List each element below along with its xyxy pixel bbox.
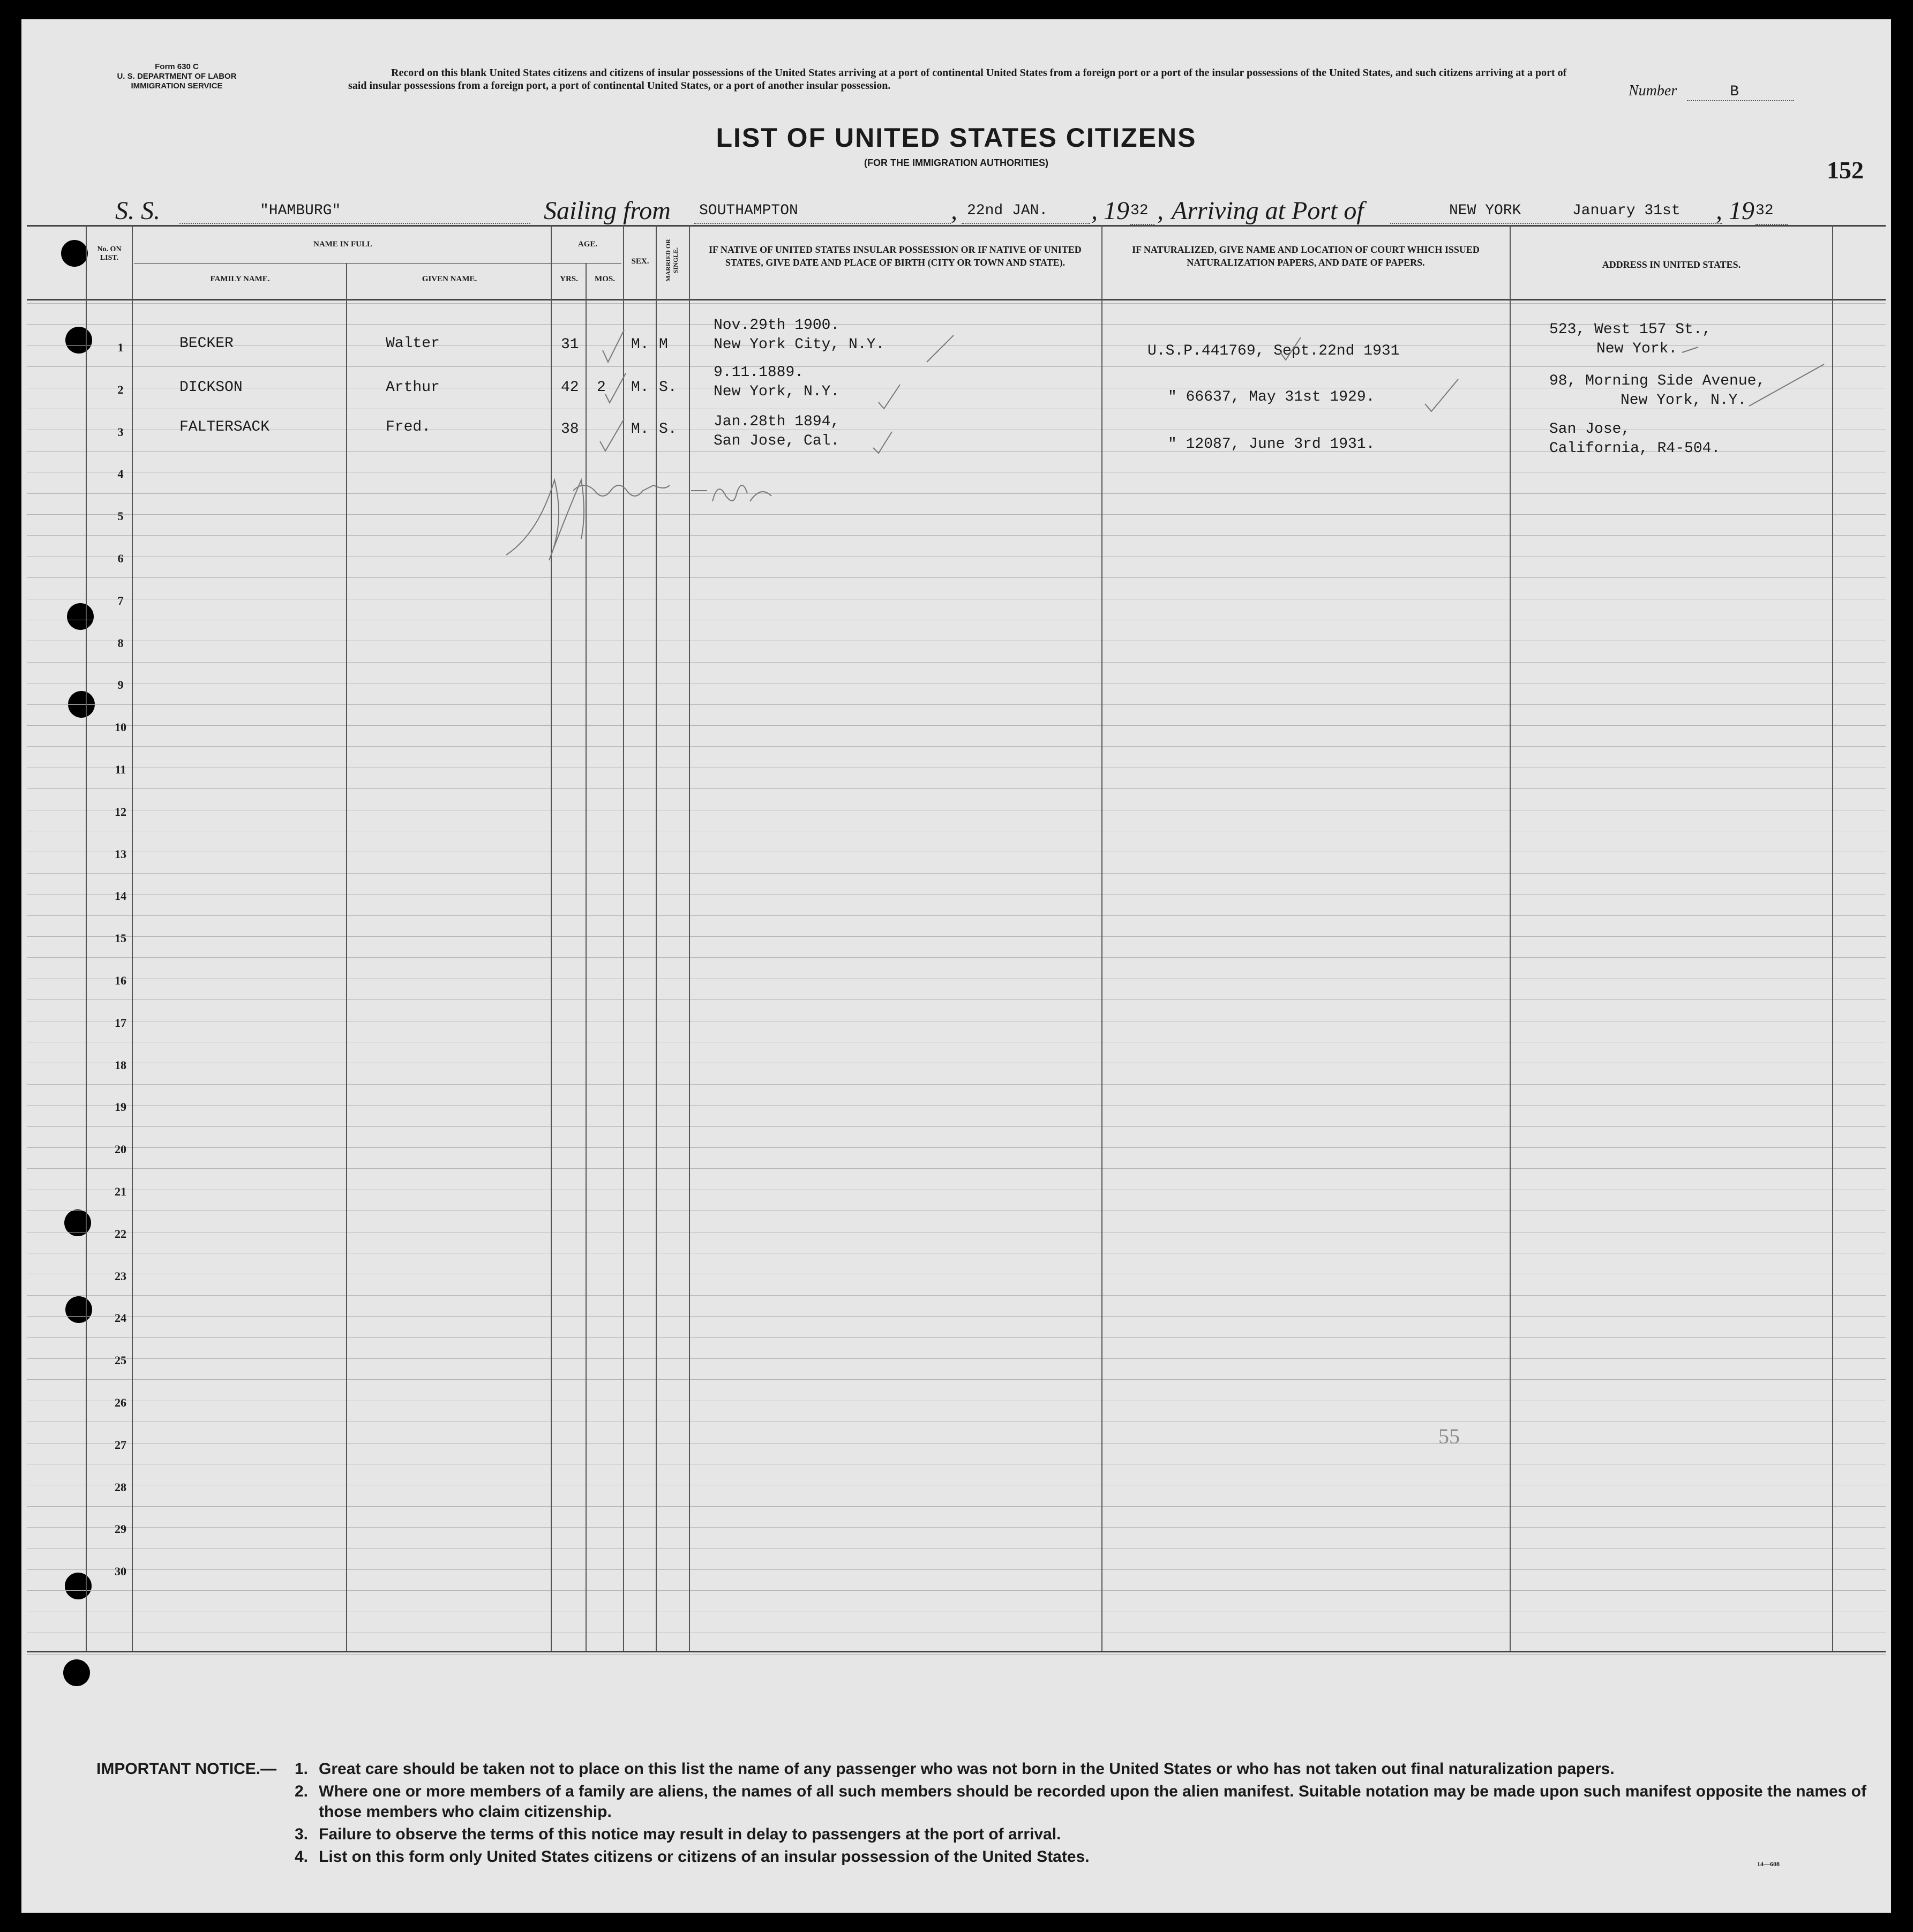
line-number: 4 <box>117 467 124 480</box>
line-number: 7 <box>117 594 124 607</box>
sailing-label: Sailing from <box>544 197 671 225</box>
given-name: Arthur <box>386 379 440 396</box>
header-name-in-full: NAME IN FULL <box>313 240 372 249</box>
header-years: YRS. <box>560 275 578 283</box>
birth-place: San Jose, Cal. <box>714 433 840 449</box>
line-number: 5 <box>117 509 124 523</box>
notice-heading: IMPORTANT NOTICE.— <box>96 1760 277 1778</box>
header-naturalized: IF NATURALIZED, GIVE NAME AND LOCATION OF COURT WHICH ISSUED NATURALIZATION PAPERS, AND DATE OF PAPERS. <box>1132 244 1480 268</box>
header-birth: IF NATIVE OF UNITED STATES INSULAR POSSESSION OR IF NATIVE OF UNITED STATES, GIVE DATE AND PLACE OF BIRTH (CITY OR TOWN AND STATE). <box>709 244 1082 268</box>
naturalization-papers: " 12087, June 3rd 1931. <box>1168 436 1375 453</box>
notice-item <box>295 1847 1891 1867</box>
comma: , <box>1716 197 1722 225</box>
address-line-1: 98, Morning Side Avenue, <box>1549 373 1766 389</box>
address-line-2: New York, N.Y. <box>1621 392 1747 409</box>
family-name: BECKER <box>179 335 234 352</box>
line-number: 3 <box>117 425 124 439</box>
naturalization-papers: " 66637, May 31st 1929. <box>1168 389 1375 405</box>
check-mark <box>873 432 892 453</box>
birth-date: 9.11.1889. <box>714 364 804 381</box>
address-line-2: California, R4-504. <box>1549 440 1721 457</box>
birth-date: Jan.28th 1894, <box>714 414 840 430</box>
sailing-date: 22nd JAN. <box>962 202 1090 224</box>
department-name: U. S. DEPARTMENT OF LABOR <box>117 72 237 81</box>
given-name: Walter <box>386 335 440 352</box>
address-line-1: 523, West 157 St., <box>1549 321 1712 338</box>
marital-status: S. <box>659 379 677 396</box>
arrival-date: January 31st <box>1572 202 1681 219</box>
notice-item-number: 2. <box>295 1783 309 1800</box>
line-number: 16 <box>115 974 126 987</box>
check-mark <box>927 335 954 362</box>
birth-place: New York City, N.Y. <box>714 336 885 353</box>
line-number: 12 <box>115 805 126 818</box>
line-number: 1 <box>117 341 124 354</box>
line-number: 10 <box>115 720 126 734</box>
family-name: FALTERSACK <box>179 419 270 435</box>
arrival-port: NEW YORK <box>1390 202 1722 224</box>
line-number: 30 <box>115 1565 126 1578</box>
line-number: 21 <box>115 1185 126 1198</box>
line-number: 9 <box>117 678 124 691</box>
line-number: 2 <box>117 383 124 396</box>
line-number: 23 <box>115 1269 126 1283</box>
arriving-label: Arriving at Port of <box>1172 197 1364 225</box>
header-address: ADDRESS IN UNITED STATES. <box>1602 259 1741 270</box>
line-number: 20 <box>115 1142 126 1156</box>
header-months: MOS. <box>595 275 615 283</box>
stamp-number: 55 <box>1438 1424 1460 1448</box>
family-name: DICKSON <box>179 379 243 396</box>
age-years: 38 <box>561 421 579 438</box>
check-mark <box>1682 347 1698 352</box>
line-number: 25 <box>115 1354 126 1367</box>
notice-item <box>295 1824 1891 1845</box>
comma: , <box>951 197 957 225</box>
line-number: 27 <box>115 1438 126 1452</box>
number-label: Number <box>1629 82 1677 99</box>
notice-item-number: 4. <box>295 1848 309 1866</box>
check-mark <box>1749 364 1824 406</box>
check-mark <box>603 330 624 362</box>
notice-item-text: Great care should be taken not to place on this list the name of any passenger who was not born in the United States or who has not taken out final naturalization papers. <box>319 1760 1615 1778</box>
manifest-sheet <box>21 19 1891 1913</box>
notice-item-text: Where one or more members of a family are aliens, the names of all such members should be recorded upon the alien manifest. Suitable notation may be made upon such manifest opposite the names of those members who claim citizenship. <box>319 1783 1866 1821</box>
page-title: LIST OF UNITED STATES CITIZENS <box>716 123 1197 153</box>
check-mark <box>600 419 624 451</box>
line-number: 17 <box>115 1016 126 1029</box>
comma: , <box>1157 197 1164 225</box>
line-number: 18 <box>115 1058 126 1072</box>
marital-status: M <box>659 336 668 353</box>
line-number: 29 <box>115 1522 126 1536</box>
arrival-year: 32 <box>1756 202 1788 225</box>
header-given-name: GIVEN NAME. <box>422 275 477 283</box>
ship-name: "HAMBURG" <box>179 202 530 224</box>
marital-status: S. <box>659 421 677 438</box>
check-mark <box>605 373 626 403</box>
notice-item-number: 1. <box>295 1760 309 1778</box>
number-value: B <box>1687 84 1794 101</box>
line-number: 8 <box>117 636 124 650</box>
page-number: 152 <box>1827 156 1864 184</box>
notice-item <box>295 1781 1891 1822</box>
line-number: 13 <box>115 847 126 861</box>
address-line-2: New York. <box>1596 341 1678 357</box>
year-prefix: 19 <box>1729 197 1754 225</box>
naturalization-papers: U.S.P.441769, Sept.22nd 1931 <box>1147 343 1400 359</box>
line-number: 22 <box>115 1227 126 1241</box>
line-number: 14 <box>115 889 126 903</box>
check-mark <box>1425 379 1458 411</box>
header-age: AGE. <box>577 240 598 249</box>
address-line-1: San Jose, <box>1549 421 1631 438</box>
year-prefix: 19 <box>1104 197 1129 225</box>
header-married-single: MARRIED OR SINGLE. <box>664 239 679 282</box>
line-number: 15 <box>115 931 126 945</box>
line-number: 26 <box>115 1396 126 1409</box>
notice-item-text: List on this form only United States citizens or citizens of an insular possession of the United States. <box>319 1848 1090 1866</box>
ss-label: S. S. <box>115 197 160 225</box>
birth-place: New York, N.Y. <box>714 384 840 400</box>
header-no-on-list: No. ON LIST. <box>97 245 122 262</box>
header-sex: SEX. <box>631 257 649 266</box>
sailing-port: SOUTHAMPTON <box>694 202 951 224</box>
pencil-marks <box>21 19 1891 1913</box>
line-number: 6 <box>117 552 124 565</box>
line-number: 28 <box>115 1480 126 1494</box>
sex: M. <box>631 379 649 396</box>
notice-item-text: Failure to observe the terms of this notice may result in delay to passengers at the port of arrival. <box>319 1825 1061 1843</box>
age-years: 31 <box>561 336 579 353</box>
given-name: Fred. <box>386 419 431 435</box>
age-months: 2 <box>597 379 606 396</box>
check-mark <box>1280 337 1301 360</box>
handwritten-signature <box>506 480 771 560</box>
line-number: 11 <box>115 763 126 776</box>
form-instructions: Record on this blank United States citizens and citizens of insular possessions of the United States arriving at a port of continental United States from a foreign port or a port of the insular possessions of the United States, and such citizens arriving at a port of said insular possessions from a foreign port, a port of continental United States, or a port of another insular possession. <box>348 67 1567 92</box>
check-mark <box>879 385 900 409</box>
form-number: Form 630 C <box>155 62 199 71</box>
age-years: 42 <box>561 379 579 396</box>
sex: M. <box>631 421 649 438</box>
comma: , <box>1091 197 1098 225</box>
notice-item <box>295 1759 1891 1779</box>
form-code: 14—608 <box>1757 1860 1780 1868</box>
service-name: IMMIGRATION SERVICE <box>131 81 223 91</box>
notice-item-number: 3. <box>295 1825 309 1843</box>
line-number: 24 <box>115 1311 126 1325</box>
header-family-name: FAMILY NAME. <box>210 275 270 283</box>
sailing-year: 32 <box>1130 202 1154 225</box>
line-number: 19 <box>115 1100 126 1114</box>
birth-date: Nov.29th 1900. <box>714 317 840 334</box>
page-subtitle: (FOR THE IMMIGRATION AUTHORITIES) <box>864 157 1048 168</box>
sex: M. <box>631 336 649 353</box>
